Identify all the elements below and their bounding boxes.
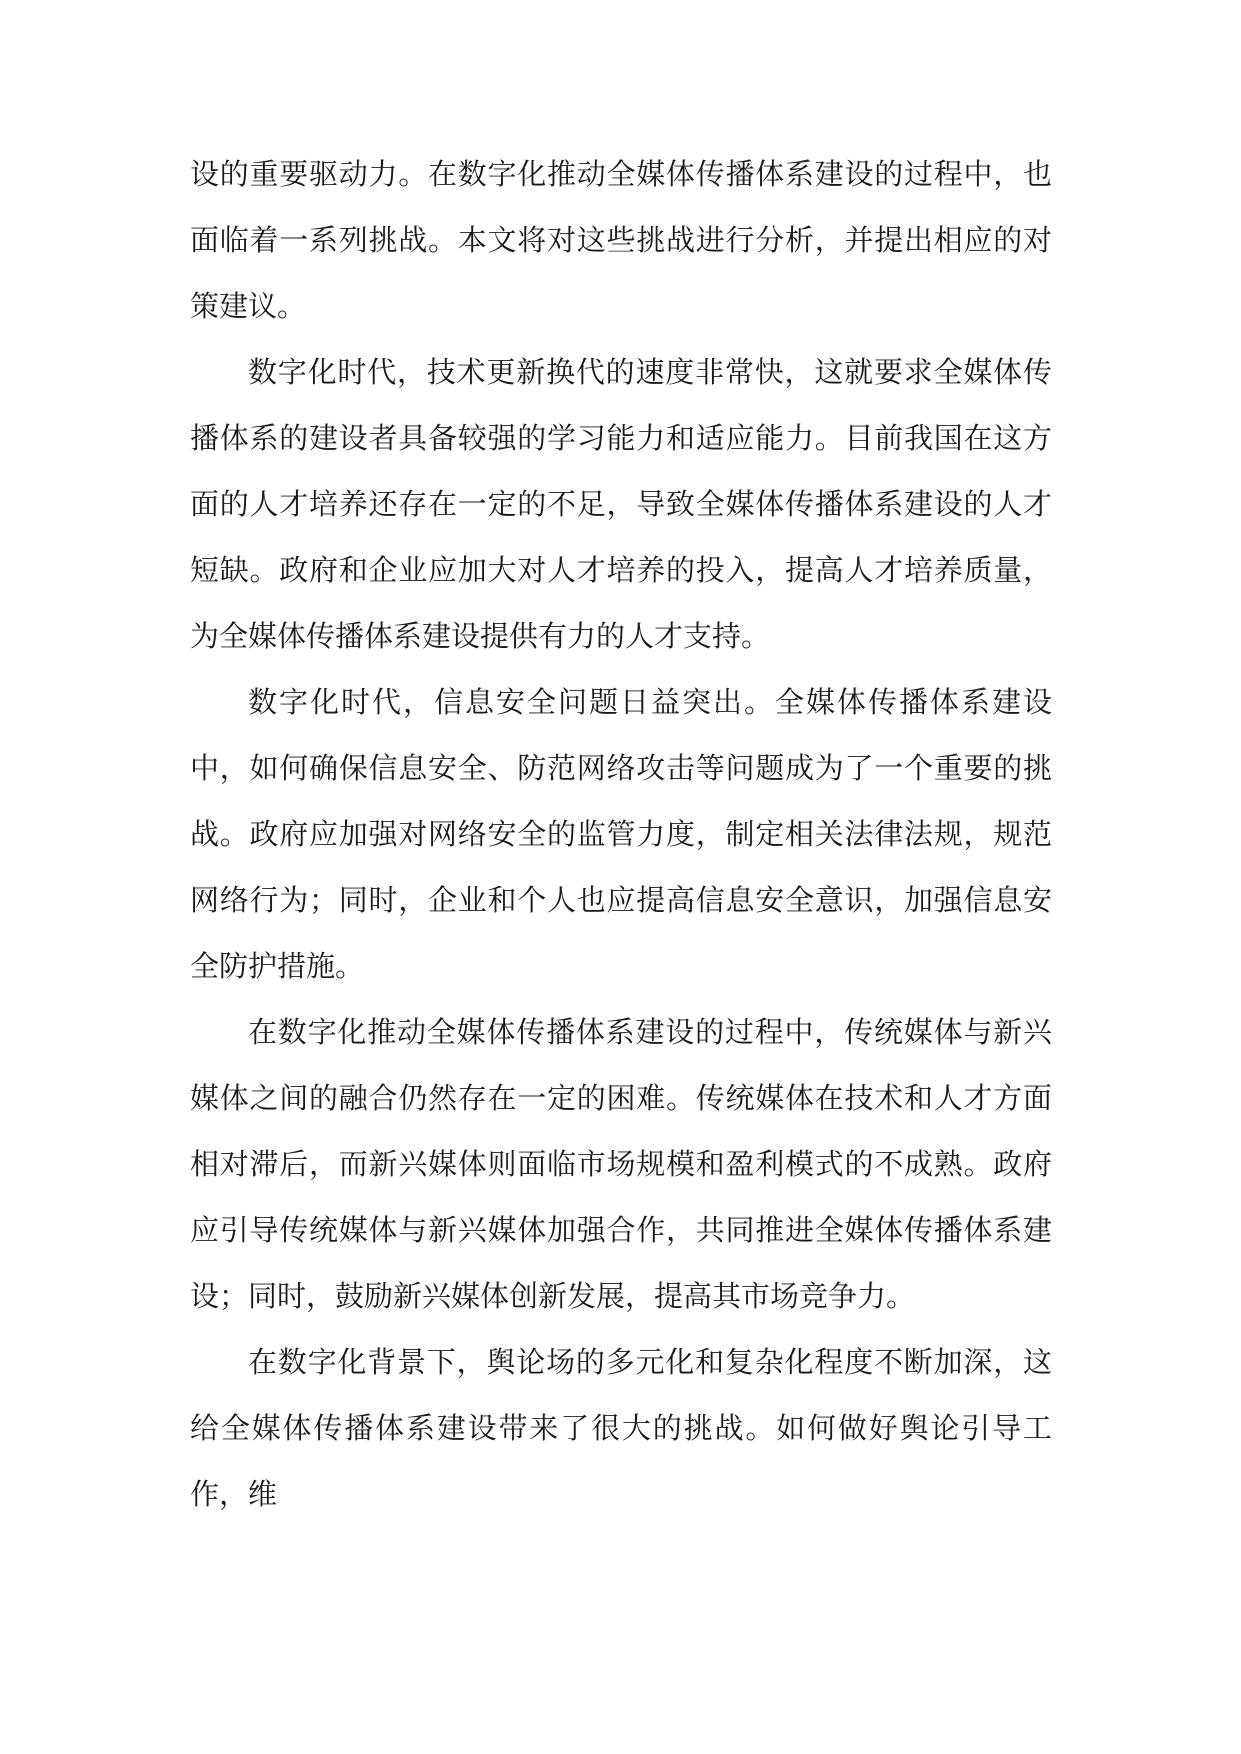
paragraph-media-integration: 在数字化推动全媒体传播体系建设的过程中，传统媒体与新兴媒体之间的融合仍然存在一定的困难。传统媒体在技术和人才方面相对滞后，而新兴媒体则面临市场规模和盈利模式的不成熟。政府应引导传统媒体与新兴媒体加强合作，共同推进全媒体传播体系建设；同时，鼓励新兴媒体创新发展，提高其市场竞争力。 xyxy=(190,1015,1052,1313)
document-body xyxy=(190,141,1052,1527)
paragraph-public-opinion: 在数字化背景下，舆论场的多元化和复杂化程度不断加深，这给全媒体传播体系建设带来了很大的挑战。如何做好舆论引导工作，维 xyxy=(190,1345,1052,1511)
paragraph-information-security: 数字化时代，信息安全问题日益突出。全媒体传播体系建设中，如何确保信息安全、防范网络攻击等问题成为了一个重要的挑战。政府应加强对网络安全的监管力度，制定相关法律法规，规范网络行为；同时，企业和个人也应提高信息安全意识，加强信息安全防护措施。 xyxy=(190,685,1052,983)
paragraph-intro-continuation: 设的重要驱动力。在数字化推动全媒体传播体系建设的过程中，也面临着一系列挑战。本文将对这些挑战进行分析，并提出相应的对策建议。 xyxy=(190,157,1052,323)
paragraph-talent-challenge: 数字化时代，技术更新换代的速度非常快，这就要求全媒体传播体系的建设者具备较强的学习能力和适应能力。目前我国在这方面的人才培养还存在一定的不足，导致全媒体传播体系建设的人才短缺。政府和企业应加大对人才培养的投入，提高人才培养质量，为全媒体传播体系建设提供有力的人才支持。 xyxy=(190,355,1052,653)
